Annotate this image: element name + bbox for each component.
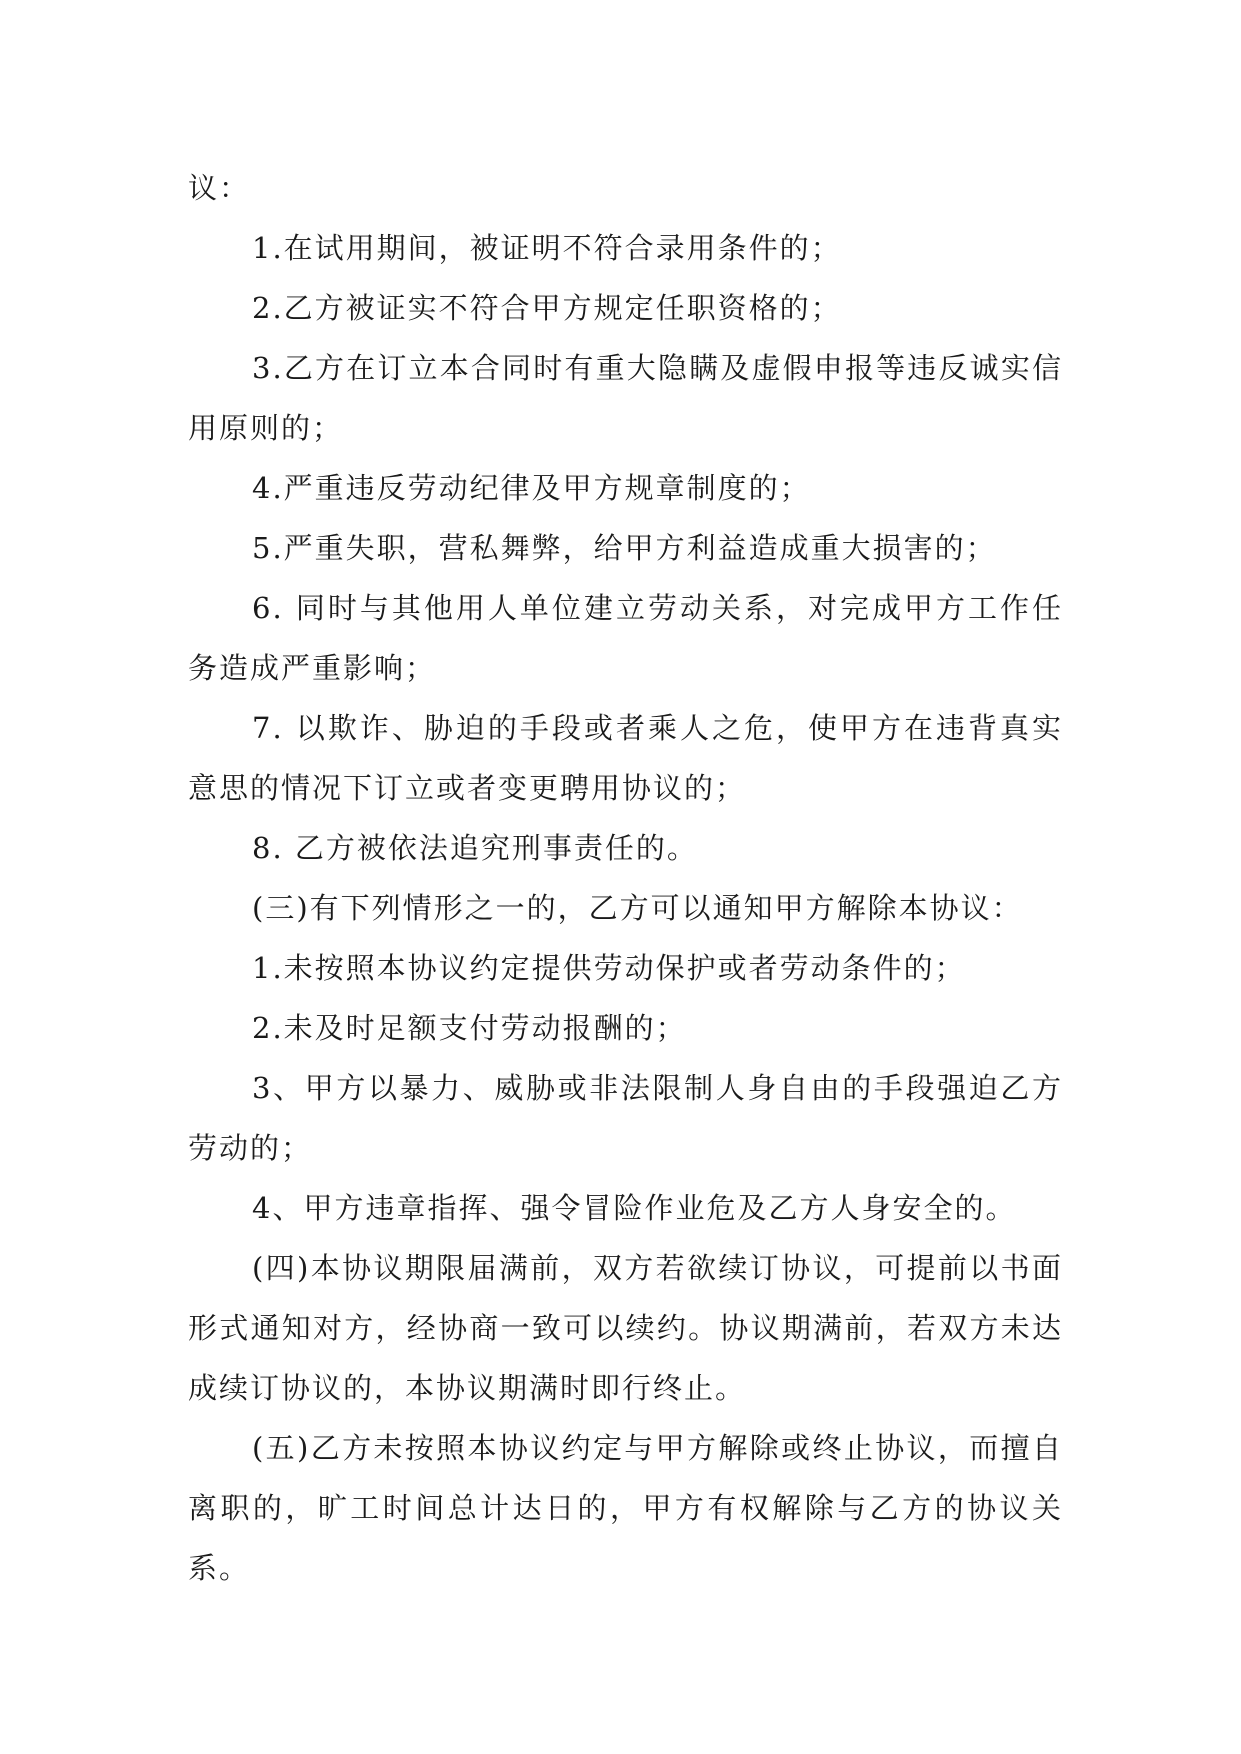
section-clause: (三)有下列情形之一的，乙方可以通知甲方解除本协议： xyxy=(252,891,1023,925)
section-clause: (四)本协议期限届满前，双方若欲续订协议，可提前以书面形式通知对方，经协商一致可以续约。协议期满前，若双方未达成续订协议的，本协议期满时即行终止。 xyxy=(188,1251,1063,1405)
list-item: 4.严重违反劳动纪律及甲方规章制度的； xyxy=(252,471,811,505)
list-item: 7. 以欺诈、胁迫的手段或者乘人之危，使甲方在违背真实意思的情况下订立或者变更聘用协议的； xyxy=(188,711,1063,805)
list-item: 3、甲方以暴力、威胁或非法限制人身自由的手段强迫乙方劳动的； xyxy=(188,1071,1063,1165)
list-item: 4、甲方违章指挥、强令冒险作业危及乙方人身安全的。 xyxy=(252,1191,1017,1225)
document-body xyxy=(188,158,1063,1598)
list-item: 2.未及时足额支付劳动报酬的； xyxy=(252,1011,687,1045)
list-item: 6. 同时与其他用人单位建立劳动关系，对完成甲方工作任务造成严重影响； xyxy=(188,591,1063,685)
list-item: 5.严重失职，营私舞弊，给甲方利益造成重大损害的； xyxy=(252,531,997,565)
list-item: 8. 乙方被依法追究刑事责任的。 xyxy=(252,831,698,865)
list-item: 1.在试用期间，被证明不符合录用条件的； xyxy=(252,231,842,265)
section-clause: (五)乙方未按照本协议约定与甲方解除或终止协议，而擅自离职的，旷工时间总计达日的，甲方有权解除与乙方的协议关系。 xyxy=(188,1431,1063,1585)
paragraph-continuation: 议： xyxy=(188,171,251,205)
list-item: 2.乙方被证实不符合甲方规定任职资格的； xyxy=(252,291,842,325)
list-item: 3.乙方在订立本合同时有重大隐瞒及虚假申报等违反诚实信用原则的； xyxy=(188,351,1063,445)
list-item: 1.未按照本协议约定提供劳动保护或者劳动条件的； xyxy=(252,951,966,985)
